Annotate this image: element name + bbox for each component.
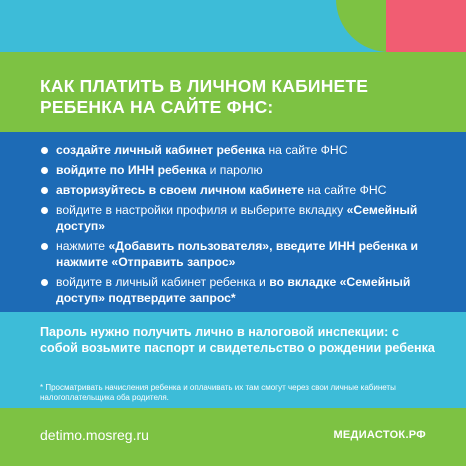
brand-logo: МЕДИАСТОК.РФ [333,429,426,441]
step-item [42,162,442,178]
step-strong: «Семейный доступ» [56,203,418,233]
steps-list [42,142,442,310]
step-strong: «Добавить пользователя», введите ИНН ребенка и нажмите «Отправить запрос» [56,239,419,269]
decorative-pink-block [386,0,466,52]
step-text: нажмите [56,239,109,253]
page-title [40,76,368,118]
step-text: войдите в настройки профиля и выберите вкладку [56,203,347,217]
step-item [42,202,442,234]
step-text: и паролю [206,163,263,177]
step-strong: во вкладке «Семейный доступ» подтвердите запрос* [56,275,411,305]
step-text: на сайте ФНС [265,143,348,157]
step-item [42,238,442,270]
step-item [42,182,442,198]
title-line-1: КАК ПЛАТИТЬ В ЛИЧНОМ КАБИНЕТЕ [40,76,369,96]
step-text: войдите в личный кабинет ребенка и [56,275,270,289]
step-item [42,274,442,306]
footnote: * Просматривать начисления ребенка и оплачивать их там смогут через свои личные кабинеты налогоплательщика оба родителя. [40,383,396,402]
title-line-2: РЕБЕНКА НА САЙТЕ ФНС: [40,97,274,117]
step-item [42,142,442,158]
step-strong: авторизуйтесь в своем личном кабинете [56,183,304,197]
site-link[interactable]: detimo.mosreg.ru [40,427,149,443]
top-band [0,0,466,52]
step-text: на сайте ФНС [304,183,387,197]
step-strong: войдите по ИНН ребенка [56,163,207,177]
password-note: Пароль нужно получить лично в налоговой инспекции: с собой возьмите паспорт и свидетельство о рождении ребенка [40,325,435,355]
step-strong: создайте личный кабинет ребенка [56,143,266,157]
